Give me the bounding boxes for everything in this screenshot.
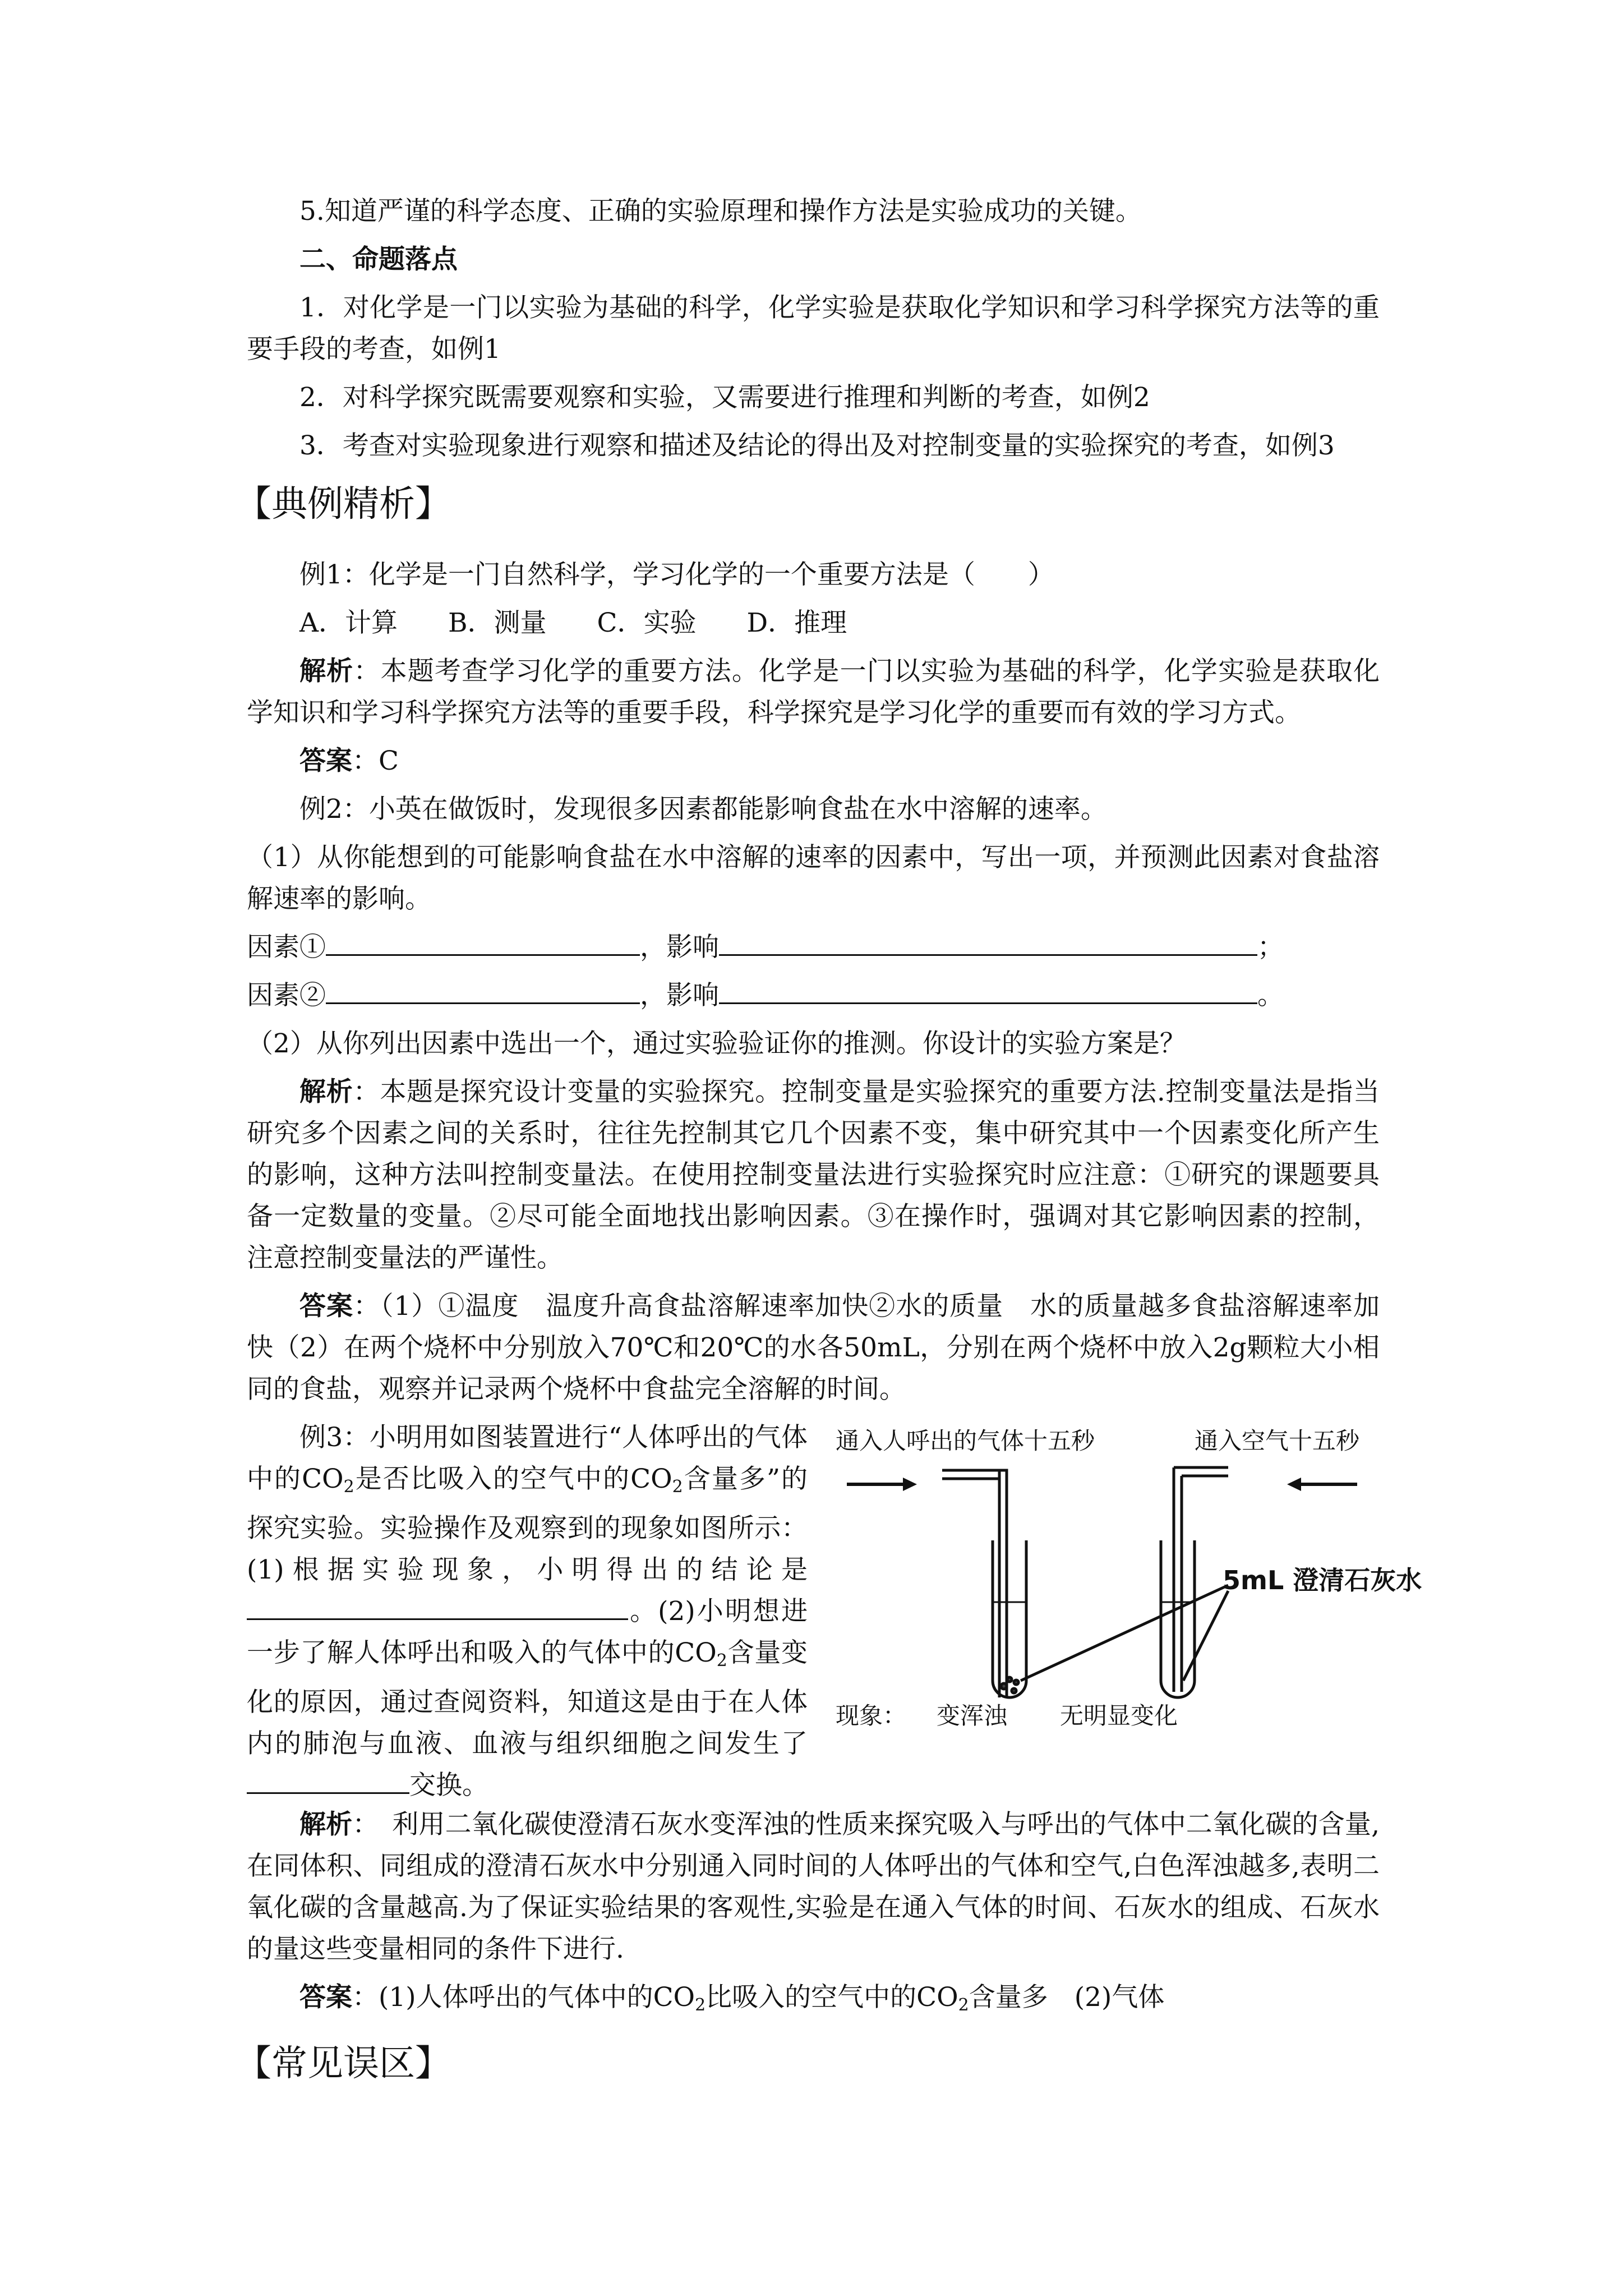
- experiment-figure: [836, 1423, 1422, 1737]
- example3-answer: 答案：(1)人体呼出的气体中的$CO_2$比吸入的空气中的$CO_2$含量多 (2)气体: [299, 1982, 1165, 2015]
- factor2-label: 因素②: [247, 980, 326, 1011]
- example2-question: 例2：小英在做饭时，发现很多因素都能影响食盐在水中溶解的速率。: [299, 794, 1107, 825]
- test-tube-left: [942, 1470, 1026, 1697]
- label-air: 通入空气十五秒: [1195, 1427, 1360, 1455]
- factor1-end: ；: [1257, 932, 1284, 963]
- example3-analysis: [247, 1804, 1380, 1970]
- influence2-blank[interactable]: [719, 977, 1257, 1004]
- analysis-label: 解析: [299, 1076, 353, 1107]
- analysis-label: 解析: [299, 656, 354, 687]
- example2-answer: [247, 1286, 1380, 1410]
- analysis-label: 解析: [299, 1809, 353, 1840]
- factor1-label: 因素①: [247, 932, 326, 963]
- section-title-typical-examples: 【典例精析】: [236, 484, 451, 525]
- influence1-blank[interactable]: [719, 928, 1257, 956]
- factor1-blank[interactable]: [326, 928, 640, 956]
- option-b: B．测量: [448, 608, 547, 638]
- example2-analysis: [247, 1071, 1380, 1279]
- exchange-blank[interactable]: [247, 1766, 409, 1794]
- example1-question: 例1：化学是一门自然科学，学习化学的一个重要方法是（ ）: [299, 559, 1054, 590]
- example1-answer: [247, 740, 1380, 782]
- option-c: C．实验: [597, 608, 697, 638]
- label-exhaled-gas: 通入人呼出的气体十五秒: [836, 1427, 1095, 1455]
- example2-part2: （2）从你列出因素中选出一个，通过实验验证你的推测。你设计的实验方案是？: [247, 1028, 1186, 1059]
- example3-block: [247, 1417, 1422, 1804]
- document-page: [236, 191, 1422, 2114]
- conclusion-blank[interactable]: [247, 1593, 628, 1620]
- influence2-label: ，影响: [640, 980, 719, 1011]
- example2-part1: （1）从你能想到的可能影响食盐在水中溶解的速率的因素中，写出一项，并预测此因素对食盐溶解速率的影响。: [247, 842, 1380, 914]
- test-tube-right: [1161, 1467, 1228, 1697]
- label-limewater: 5mL 澄清石灰水: [1223, 1565, 1422, 1595]
- factor2-blank[interactable]: [326, 977, 640, 1004]
- arrow-right-icon: [1287, 1478, 1357, 1491]
- example3-question: 例3：小明用如图装置进行“人体呼出的气体中的$CO_2$是否比吸入的空气中的$CO_2$含量多”的探究实验。实验操作及观察到的现象如图所示：(1)根据实验现象，小明得出的结论是。(2)小明想进一步了解人体呼出和吸入的气体中的$CO_2$含量变化的原因，通过查阅资料，知道这是由于在人体内的肺泡与血液、血液与组织细胞之间发生了交换。: [247, 1422, 808, 1801]
- analysis-text: ：本题是探究设计变量的实验探究。控制变量是实验探究的重要方法.控制变量法是指当研究多个因素之间的关系时，往往先控制其它几个因素不变，集中研究其中一个因素变化所产生的影响，这种方法叫控制变量法。在使用控制变量法进行实验探究时应注意：①研究的课题要具备一定数量的变量。②尽可能全面地找出影响因素。③在操作时，强调对其它影响因素的控制，注意控制变量法的严谨性。: [247, 1076, 1380, 1273]
- point-2: 2．对科学探究既需要观察和实验，又需要进行推理和判断的考查，如例2: [299, 382, 1150, 413]
- answer-text: ：（1）①温度 温度升高食盐溶解速率加快②水的质量 水的质量越多食盐溶解速率加快（2）在两个烧杯中分别放入70℃和20℃的水各50mL，分别在两个烧杯中放入2g颗粒大小相同的食盐，观察并记录两个烧杯中食盐完全溶解的时间。: [247, 1291, 1380, 1405]
- option-a: A．计算: [299, 608, 398, 638]
- label-phenomenon: 现象：: [836, 1702, 907, 1729]
- point-1: 1．对化学是一门以实验为基础的科学，化学实验是获取化学知识和学习科学探究方法等的重要手段的考查，如例1: [247, 292, 1380, 365]
- factor1-line: [247, 927, 1380, 968]
- answer-label: 答案: [299, 746, 352, 776]
- factor2-end: 。: [1257, 980, 1284, 1011]
- example1-options: [247, 602, 1380, 644]
- label-turbid: 变浑浊: [937, 1702, 1008, 1729]
- analysis-text: ：本题考查学习化学的重要方法。化学是一门以实验为基础的科学，化学实验是获取化学知识和学习科学探究方法等的重要手段，科学探究是学习化学的重要而有效的学习方式。: [247, 656, 1380, 728]
- analysis-text: ： 利用二氧化碳使澄清石灰水变浑浊的性质来探究吸入与呼出的气体中二氧化碳的含量,在同体积、同组成的澄清石灰水中分别通入同时间的人体呼出的气体和空气,白色浑浊越多,表明二氧化碳的含量越高.为了保证实验结果的客观性,实验是在通入气体的时间、石灰水的组成、石灰水的量这些变量相同的条件下进行.: [247, 1809, 1380, 1964]
- factor2-line: [247, 975, 1380, 1016]
- arrow-left-icon: [847, 1478, 917, 1491]
- point-3: 3．考查对实验现象进行观察和描述及结论的得出及对控制变量的实验探究的考查，如例3: [299, 430, 1335, 461]
- section-title-common-mistakes: 【常见误区】: [236, 2043, 451, 2085]
- answer-label: 答案: [299, 1291, 353, 1322]
- answer-text: ：C: [352, 746, 399, 776]
- label-no-change: 无明显变化: [1060, 1702, 1178, 1729]
- answer-label: 答案: [299, 1982, 352, 2013]
- example1-analysis: [247, 651, 1380, 734]
- option-d: D．推理: [746, 608, 847, 638]
- heading-proposition-points: 二、命题落点: [299, 244, 458, 275]
- intro-item-5: 5.知道严谨的科学态度、正确的实验原理和操作方法是实验成功的关键。: [299, 196, 1142, 227]
- influence1-label: ，影响: [640, 932, 719, 963]
